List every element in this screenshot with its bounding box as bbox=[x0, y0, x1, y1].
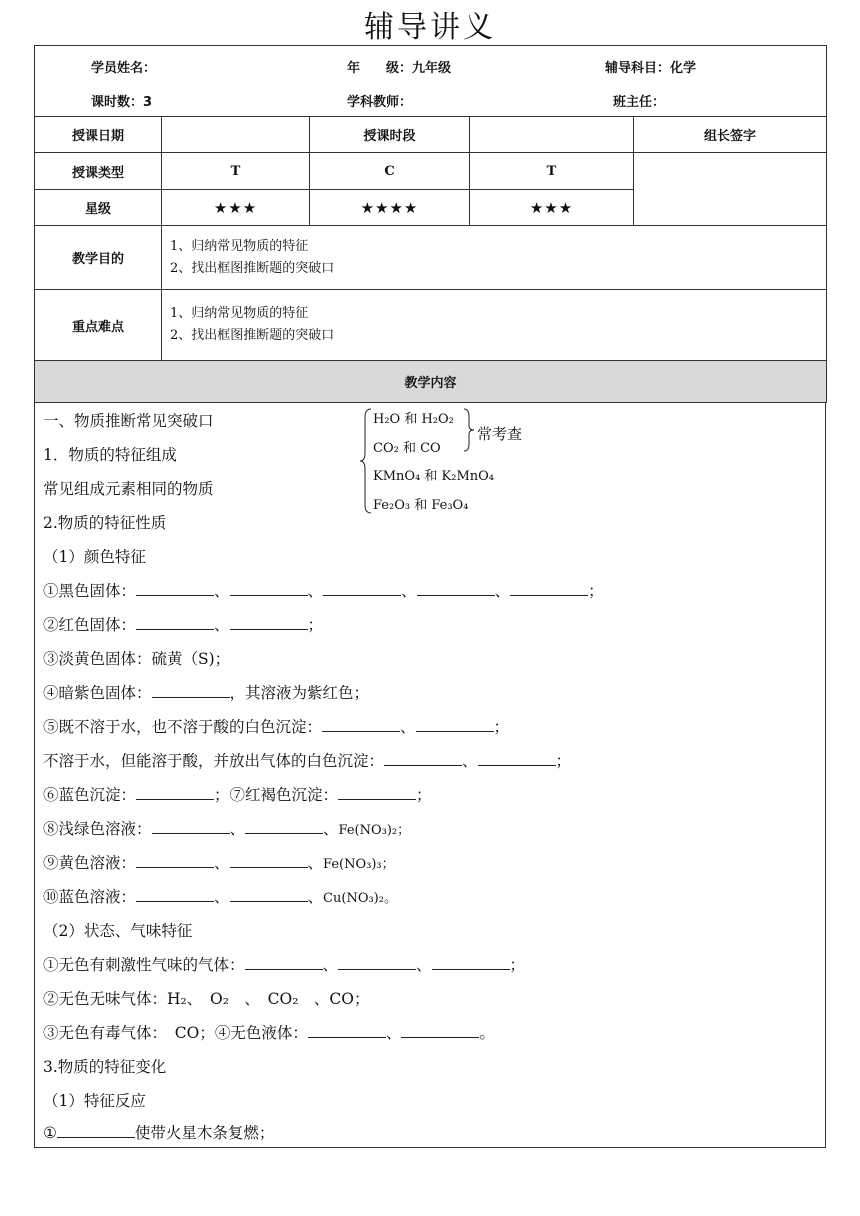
sign-box bbox=[634, 153, 827, 226]
star-rating: ★★★★ bbox=[310, 190, 470, 226]
content-line: （2）状态、气味特征 bbox=[43, 922, 193, 940]
chem-note: 常考查 bbox=[477, 425, 523, 443]
teaching-content bbox=[34, 403, 826, 1148]
answer-blank[interactable] bbox=[338, 786, 416, 800]
answer-blank[interactable] bbox=[136, 616, 214, 630]
key-list bbox=[162, 290, 827, 361]
answer-blank[interactable] bbox=[230, 616, 308, 630]
answer-blank[interactable] bbox=[416, 718, 494, 732]
period-label: 授课时段 bbox=[310, 117, 470, 153]
answer-blank[interactable] bbox=[230, 888, 308, 902]
key-item: 2、找出框图推断题的突破口 bbox=[170, 328, 335, 343]
content-line: ⑥蓝色沉淀： ；⑦红褐色沉淀： ； bbox=[43, 786, 432, 804]
answer-blank[interactable] bbox=[401, 1024, 479, 1038]
chem-pairs bbox=[365, 405, 565, 517]
subsection-heading: 2.物质的特征性质 bbox=[43, 514, 167, 532]
answer-blank[interactable] bbox=[245, 820, 323, 834]
answer-blank[interactable] bbox=[432, 956, 510, 970]
answer-blank[interactable] bbox=[136, 854, 214, 868]
grade-label: 年 级：九年级 bbox=[347, 61, 452, 76]
student-name-label: 学员姓名： bbox=[91, 61, 157, 76]
line-text: ③无色有毒气体： CO；④无色液体： bbox=[43, 1024, 308, 1042]
answer-blank[interactable] bbox=[384, 752, 462, 766]
line-text: ，其溶液为紫红色； bbox=[229, 684, 370, 702]
date-label: 授课日期 bbox=[35, 117, 162, 153]
line-text: ⑤既不溶于水，也不溶于酸的白色沉淀： bbox=[43, 718, 323, 736]
answer-blank[interactable] bbox=[338, 956, 416, 970]
content-line: ②无色无味气体：H₂、 O₂ 、 CO₂ 、CO； bbox=[43, 990, 370, 1008]
answer-blank[interactable] bbox=[417, 582, 495, 596]
subject-label: 辅导科目：化学 bbox=[605, 61, 697, 76]
head-teacher-label: 班主任： bbox=[613, 95, 666, 110]
right-brace-icon bbox=[463, 408, 477, 452]
content-line: ②红色固体： 、 ； bbox=[43, 616, 324, 634]
answer-blank[interactable] bbox=[308, 1024, 386, 1038]
line-text: ① bbox=[43, 1124, 57, 1142]
info-table bbox=[34, 45, 827, 403]
formula: Fe(NO₃)₃； bbox=[323, 857, 395, 872]
formula: Cu(NO₃)₂。 bbox=[323, 891, 397, 906]
answer-blank[interactable] bbox=[478, 752, 556, 766]
star-rating: ★★★ bbox=[470, 190, 634, 226]
line-text: ①无色有刺激性气味的气体： bbox=[43, 956, 245, 974]
content-line: ①黑色固体： 、 、 、 、 ； bbox=[43, 582, 604, 600]
line-text: ⑥蓝色沉淀： bbox=[43, 786, 137, 804]
content-line bbox=[43, 681, 369, 703]
answer-blank[interactable] bbox=[230, 854, 308, 868]
content-line: （1）颜色特征 bbox=[43, 548, 146, 566]
date-value bbox=[162, 117, 310, 153]
chem-pair: CO₂ 和 CO bbox=[373, 441, 441, 456]
type-value: C bbox=[310, 153, 470, 190]
content-line: ⑤既不溶于水，也不溶于酸的白色沉淀： 、 ； bbox=[43, 718, 510, 736]
answer-blank[interactable] bbox=[136, 582, 214, 596]
answer-blank[interactable] bbox=[322, 718, 400, 732]
goal-list bbox=[162, 226, 827, 290]
goal-item: 2、找出框图推断题的突破口 bbox=[170, 260, 335, 276]
content-line: ⑧浅绿色溶液： 、 、Fe(NO₃)₂； bbox=[43, 820, 411, 838]
teacher-label: 学科教师： bbox=[347, 95, 413, 110]
star-label: 星级 bbox=[35, 190, 162, 226]
chem-pair: Fe₂O₃ 和 Fe₃O₄ bbox=[373, 498, 469, 513]
answer-blank[interactable] bbox=[136, 888, 214, 902]
content-line: ③淡黄色固体：硫黄（S)； bbox=[43, 650, 231, 668]
content-line: ⑨黄色溶液： 、 、Fe(NO₃)₃； bbox=[43, 854, 395, 872]
page-title: 辅导讲义 bbox=[364, 10, 496, 45]
answer-blank[interactable] bbox=[152, 684, 230, 698]
type-label: 授课类型 bbox=[35, 153, 162, 190]
chem-pair: KMnO₄ 和 K₂MnO₄ bbox=[373, 469, 495, 484]
line-text: ②红色固体： bbox=[43, 616, 137, 634]
content-header: 教学内容 bbox=[35, 361, 827, 403]
content-line bbox=[43, 1121, 274, 1143]
line-text: 不溶于水，但能溶于酸，并放出气体的白色沉淀： bbox=[43, 752, 385, 770]
answer-blank[interactable] bbox=[245, 956, 323, 970]
period-value bbox=[470, 117, 634, 153]
line-text: ；⑦红褐色沉淀： bbox=[214, 786, 339, 804]
content-line: （1）特征反应 bbox=[43, 1092, 146, 1110]
hours-label: 课时数：3 bbox=[91, 95, 153, 110]
section-heading: 一、物质推断常见突破口 bbox=[43, 412, 214, 430]
goal-item: 1、归纳常见物质的特征 bbox=[170, 238, 309, 254]
answer-blank[interactable] bbox=[230, 582, 308, 596]
type-value: T bbox=[470, 153, 634, 190]
answer-blank[interactable] bbox=[57, 1124, 135, 1138]
answer-blank[interactable] bbox=[136, 786, 214, 800]
content-line: ③无色有毒气体： CO；④无色液体： 、 。 bbox=[43, 1024, 495, 1042]
key-label: 重点难点 bbox=[35, 290, 162, 361]
key-item: 1、归纳常见物质的特征 bbox=[170, 306, 309, 321]
line-text: ⑨黄色溶液： bbox=[43, 854, 137, 872]
line-text: ①黑色固体： bbox=[43, 582, 137, 600]
type-value: T bbox=[162, 153, 310, 190]
line-text: ⑩蓝色溶液： bbox=[43, 888, 137, 906]
star-rating: ★★★ bbox=[162, 190, 310, 226]
chem-pair: H₂O 和 H₂O₂ bbox=[373, 412, 454, 427]
answer-blank[interactable] bbox=[152, 820, 230, 834]
line-text: 使带火星木条复燃； bbox=[134, 1124, 275, 1142]
content-line: ⑩蓝色溶液： 、 、Cu(NO₃)₂。 bbox=[43, 888, 397, 906]
content-line: 常见组成元素相同的物质 bbox=[43, 480, 214, 498]
content-line: ①无色有刺激性气味的气体： 、 、 ； bbox=[43, 956, 526, 974]
line-text: ④暗紫色固体： bbox=[43, 684, 152, 702]
sign-label: 组长签字 bbox=[634, 117, 827, 153]
answer-blank[interactable] bbox=[510, 582, 588, 596]
subsection-heading: 1．物质的特征组成 bbox=[43, 446, 177, 464]
content-line: 不溶于水，但能溶于酸，并放出气体的白色沉淀： 、 ； bbox=[43, 752, 572, 770]
goal-label: 教学目的 bbox=[35, 226, 162, 290]
answer-blank[interactable] bbox=[323, 582, 401, 596]
formula: Fe(NO₃)₂； bbox=[338, 823, 411, 838]
line-text: ⑧浅绿色溶液： bbox=[43, 820, 152, 838]
subsection-heading: 3.物质的特征变化 bbox=[43, 1058, 167, 1076]
